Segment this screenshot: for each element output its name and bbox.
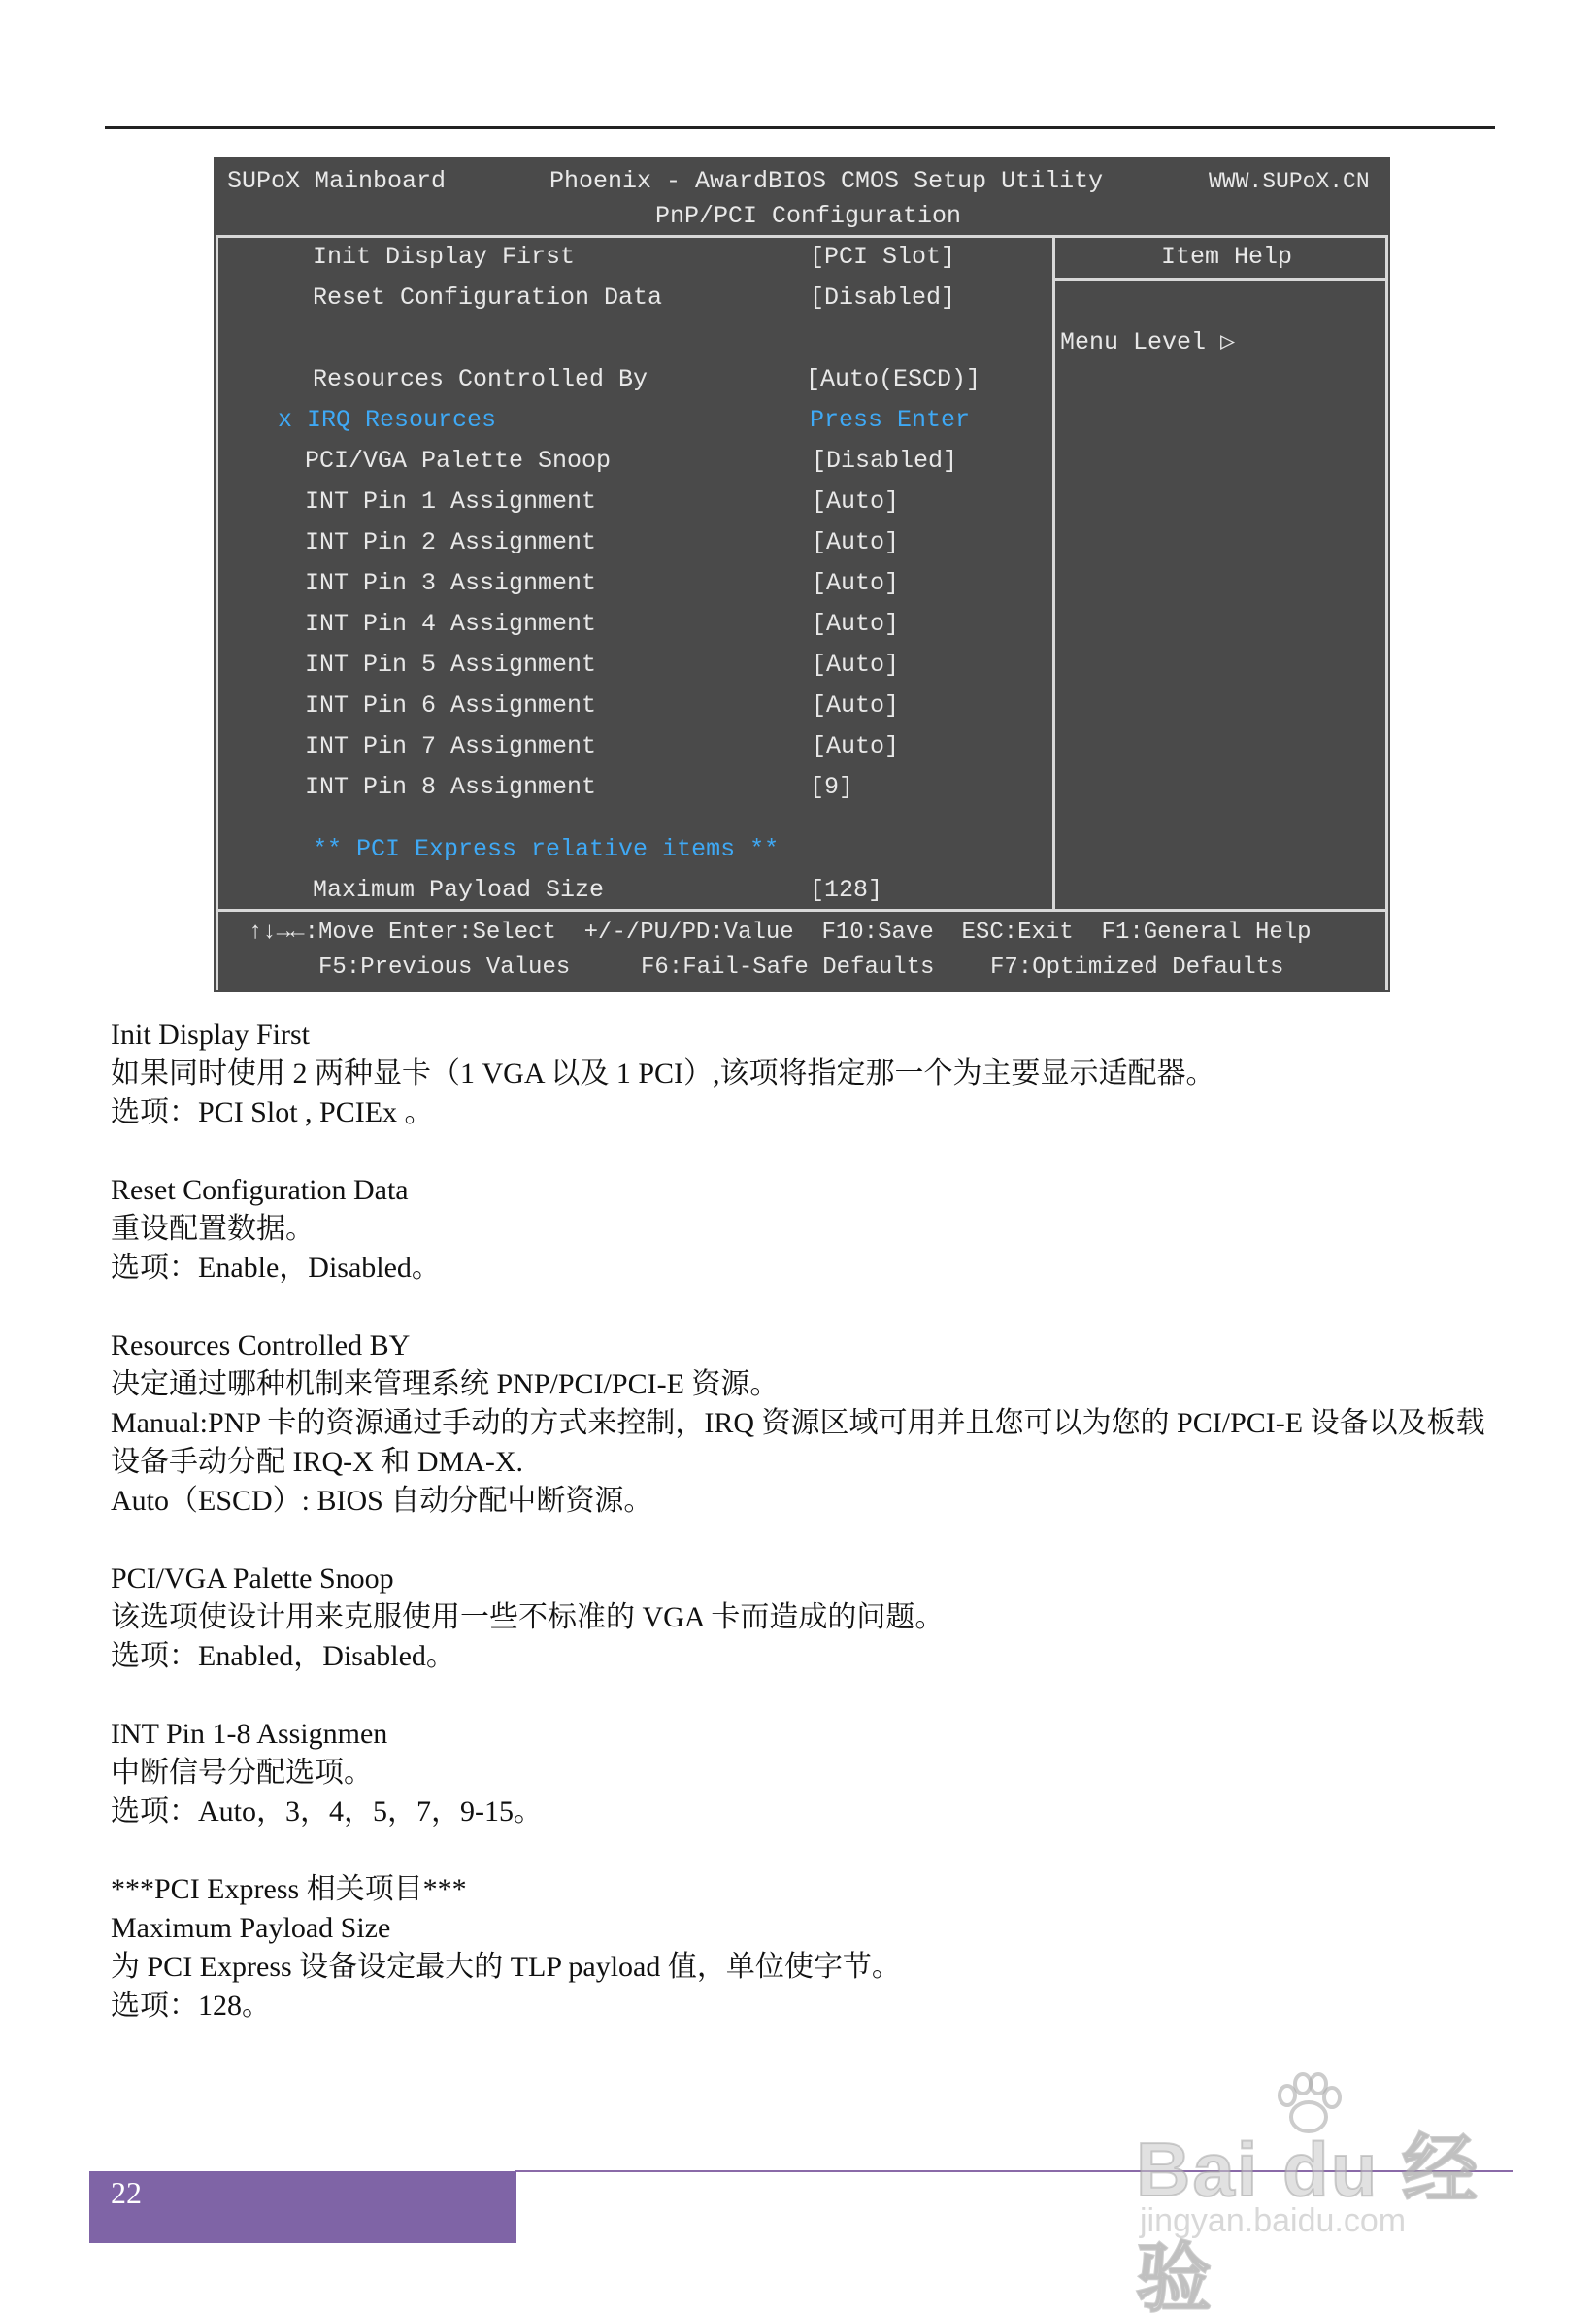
item-reset-config-label[interactable]: Reset Configuration Data — [313, 284, 663, 312]
section-title: PCI/VGA Palette Snoop — [111, 1562, 394, 1594]
frame-divider — [1052, 235, 1055, 911]
page-number: 22 — [111, 2175, 142, 2210]
section-title: Resources Controlled BY — [111, 1329, 411, 1361]
item-irq-label[interactable]: x IRQ Resources — [278, 406, 497, 434]
frame-mid — [216, 909, 1388, 912]
key-help-failsafe: F6:Fail-Safe Defaults — [641, 955, 935, 981]
section-line: 为 PCI Express 设备设定最大的 TLP payload 值，单位使字节。 — [111, 1951, 901, 1983]
item-int8-label[interactable]: INT Pin 8 Assignment — [305, 773, 597, 801]
menu-level-text: Menu Level ▷ — [1060, 328, 1236, 356]
section-line: 选项：PCI Slot , PCIEx 。 — [111, 1096, 434, 1128]
bios-header-right: WWW.SUPoX.CN — [1209, 169, 1370, 194]
section-line: 该选项使设计用来克服使用一些不标准的 VGA 卡而造成的问题。 — [111, 1601, 945, 1633]
section-line: 决定通过哪种机制来管理系统 PNP/PCI/PCI-E 资源。 — [111, 1368, 780, 1400]
section-line: 重设配置数据。 — [111, 1213, 315, 1245]
top-rule — [105, 126, 1495, 129]
section-line: 选项：128。 — [111, 1990, 271, 2022]
section-title: Reset Configuration Data — [111, 1174, 409, 1206]
bios-header-left: SUPoX Mainboard — [227, 167, 447, 195]
item-int6-value[interactable]: [Auto] — [812, 691, 900, 720]
item-int5-value[interactable]: [Auto] — [812, 651, 900, 679]
item-int2-label[interactable]: INT Pin 2 Assignment — [305, 528, 597, 556]
item-int1-value[interactable]: [Auto] — [812, 487, 900, 516]
item-int1-label[interactable]: INT Pin 1 Assignment — [305, 487, 597, 516]
frame-top — [216, 235, 1388, 238]
item-palette-value[interactable]: [Disabled] — [812, 447, 958, 475]
item-help-title: Item Help — [1161, 243, 1293, 271]
section-line: 选项：Enable，Disabled。 — [111, 1252, 441, 1284]
section-title: Init Display First — [111, 1019, 311, 1051]
watermark-url: jingyan.baidu.com — [1140, 2202, 1407, 2239]
item-int5-label[interactable]: INT Pin 5 Assignment — [305, 651, 597, 679]
item-int7-label[interactable]: INT Pin 7 Assignment — [305, 732, 597, 760]
item-int3-value[interactable]: [Auto] — [812, 569, 900, 597]
item-int7-value[interactable]: [Auto] — [812, 732, 900, 760]
item-init-display-label[interactable]: Init Display First — [313, 243, 576, 271]
document-body — [111, 1016, 1499, 2026]
frame-left — [216, 235, 218, 990]
section-line: Auto（ESCD）: BIOS 自动分配中断资源。 — [111, 1485, 653, 1517]
baidu-watermark — [1136, 2070, 1505, 2313]
item-int6-label[interactable]: INT Pin 6 Assignment — [305, 691, 597, 720]
item-payload-label[interactable]: Maximum Payload Size — [313, 876, 605, 904]
item-palette-label[interactable]: PCI/VGA Palette Snoop — [305, 447, 612, 475]
frame-right — [1385, 235, 1388, 990]
section-line: 如果同时使用 2 两种显卡（1 VGA 以及 1 PCI）,该项将指定那一个为主要显示适配器。 — [111, 1057, 1215, 1089]
key-help-optimized: F7:Optimized Defaults — [990, 955, 1284, 981]
section-line: 中断信号分配选项。 — [111, 1757, 373, 1789]
help-title-rule — [1054, 278, 1386, 281]
bios-header-center: Phoenix - AwardBIOS CMOS Setup Utility — [549, 167, 1104, 195]
section-title: INT Pin 1-8 Assignmen — [111, 1718, 388, 1750]
section-line: Manual:PNP 卡的资源通过手动的方式来控制，IRQ 资源区域可用并且您可以为您的 PCI/PCI-E 设备以及板载设备手动分配 IRQ-X 和 DMA-X. — [111, 1407, 1485, 1478]
item-int4-label[interactable]: INT Pin 4 Assignment — [305, 610, 597, 638]
item-resources-value[interactable]: [Auto(ESCD)] — [806, 365, 981, 393]
pci-express-heading: ** PCI Express relative items ** — [313, 835, 780, 863]
item-init-display-value[interactable]: [PCI Slot] — [810, 243, 956, 271]
footer-accent-block — [89, 2171, 516, 2243]
key-help-previous: F5:Previous Values — [318, 955, 571, 981]
item-int3-label[interactable]: INT Pin 3 Assignment — [305, 569, 597, 597]
item-reset-config-value[interactable]: [Disabled] — [810, 284, 956, 312]
section-title: ***PCI Express 相关项目*** — [111, 1873, 467, 1905]
item-int8-value[interactable]: [9] — [810, 773, 854, 801]
bios-subtitle: PnP/PCI Configuration — [655, 202, 962, 230]
item-int2-value[interactable]: [Auto] — [812, 528, 900, 556]
item-int4-value[interactable]: [Auto] — [812, 610, 900, 638]
key-help-line1: ↑↓→←:Move Enter:Select +/-/PU/PD:Value F10:Save ESC:Exit F1:General Help — [249, 920, 1312, 946]
section-line: Maximum Payload Size — [111, 1912, 391, 1944]
item-irq-value[interactable]: Press Enter — [810, 406, 971, 434]
item-resources-label[interactable]: Resources Controlled By — [313, 365, 648, 393]
bios-screenshot — [214, 157, 1390, 992]
item-payload-value[interactable]: [128] — [810, 876, 883, 904]
section-line: 选项：Enabled，Disabled。 — [111, 1640, 455, 1672]
section-line: 选项：Auto，3，4，5，7，9-15。 — [111, 1795, 543, 1827]
watermark-brand: Bai du 经验 — [1136, 2127, 1480, 2313]
